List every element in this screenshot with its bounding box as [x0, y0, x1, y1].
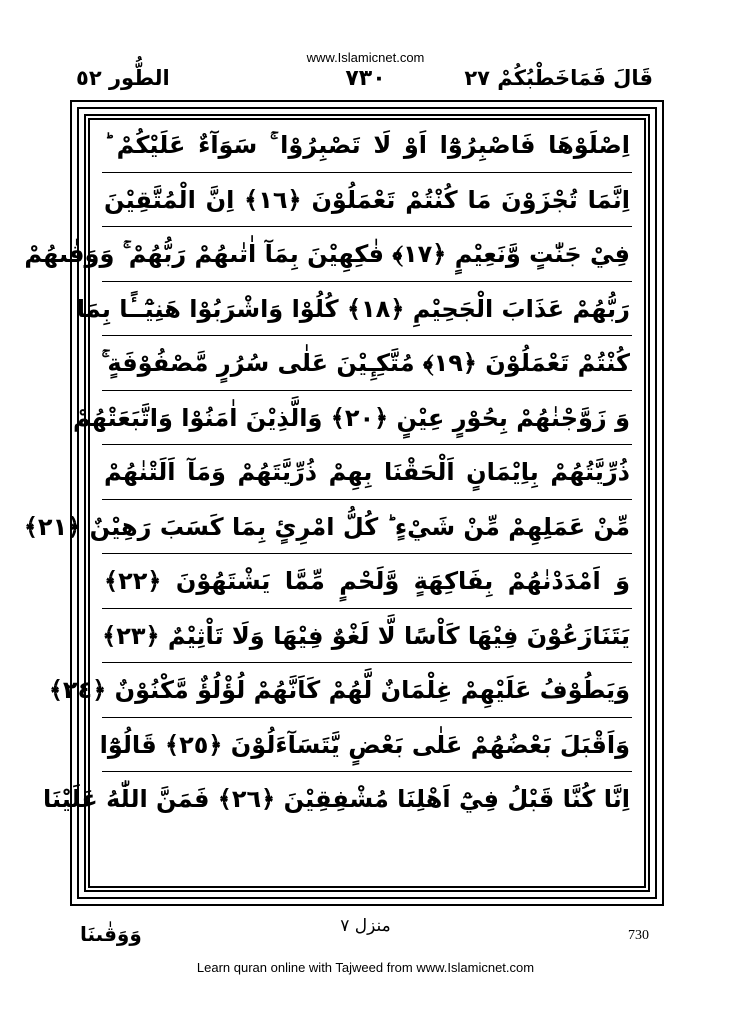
site-url[interactable]: www.Islamicnet.com — [306, 50, 425, 65]
manzil-label: منزل ٧ — [340, 916, 391, 936]
surah-name: الطُّور ٥٢ — [76, 66, 170, 90]
text-line-10: يَتَنَازَعُوْنَ فِيْهَا كَاْسًا لَّا لَغْوٌ فِيْهَا وَلَا تَاْثِيْمٌ ﴿٢٣﴾ — [102, 609, 632, 664]
juz-name: قَالَ فَمَاخَطْبُكُمْ ٢٧ — [464, 66, 653, 90]
page-number: 730 — [628, 928, 649, 943]
text-line-7: ذُرِّيَّتُهُمْ بِاِيْمَانٍ اَلْحَقْنَا بِهِمْ ذُرِّيَّتَهُمْ وَمَآ اَلَتْنٰهُمْ — [102, 445, 632, 500]
page-border-frame — [23, 100, 664, 906]
arabic-page-number: ٧٣٠ — [345, 66, 386, 91]
quran-text-area — [23, 118, 632, 888]
text-line-12: وَاَقْبَلَ بَعْضُهُمْ عَلٰى بَعْضٍ يَّتَسَآءَلُوْنَ ﴿٢٥﴾ قَالُوْٓا — [102, 718, 632, 773]
text-line-4: رَبُّهُمْ عَذَابَ الْجَحِيْمِ ﴿١٨﴾ كُلُوْا وَاشْرَبُوْا هَنِيْٓــًٔا بِمَا — [102, 282, 632, 337]
footer-tagline[interactable]: Learn quran online with Tajweed from www.Islamicnet.com — [196, 960, 535, 975]
text-line-2: اِنَّمَا تُجْزَوْنَ مَا كُنْتُمْ تَعْمَلُوْنَ ﴿١٦﴾ اِنَّ الْمُتَّقِيْنَ — [102, 173, 632, 228]
text-line-8: مِّنْ عَمَلِهِمْ مِّنْ شَيْءٍ ؕ كُلُّ امْرِیٍٔ بِمَا كَسَبَ رَهِيْنٌ ﴿٢١﴾ — [102, 500, 632, 555]
text-line-3: فِيْ جَنّٰتٍ وَّنَعِيْمٍ ﴿١٧﴾ فٰكِهِيْنَ بِمَآ اٰتٰىهُمْ رَبُّهُمْ ۚ وَوَقٰىهُمْ — [102, 227, 632, 282]
text-line-6: وَ زَوَّجْنٰهُمْ بِحُوْرٍ عِيْنٍ ﴿٢٠﴾ وَالَّذِيْنَ اٰمَنُوْا وَاتَّبَعَتْهُمْ — [102, 391, 632, 446]
catchword: وَوَقٰىنَا — [80, 922, 142, 946]
text-line-5: كُنْتُمْ تَعْمَلُوْنَ ﴿١٩﴾ مُتَّكِـِٕيْنَ عَلٰى سُرُرٍ مَّصْفُوْفَةٍ ۚ — [102, 336, 632, 391]
text-line-9: وَ اَمْدَدْنٰهُمْ بِفَاكِهَةٍ وَّلَحْمٍ مِّمَّا يَشْتَهُوْنَ ﴿٢٢﴾ — [102, 554, 632, 609]
text-line-13: اِنَّا كُنَّا قَبْلُ فِيْٓ اَهْلِنَا مُشْفِقِيْنَ ﴿٢٦﴾ فَمَنَّ اللّٰهُ عَلَيْنَا — [42, 785, 630, 813]
text-line-1: اِصْلَوْهَا فَاصْبِرُوْٓا اَوْ لَا تَصْبِرُوْا ۚ سَوَآءٌ عَلَيْكُمْ ؕ — [102, 118, 632, 173]
text-line-11: وَيَطُوْفُ عَلَيْهِمْ غِلْمَانٌ لَّهُمْ كَاَنَّهُمْ لُؤْلُؤٌ مَّكْنُوْنٌ ﴿٢٤﴾ — [102, 663, 632, 718]
